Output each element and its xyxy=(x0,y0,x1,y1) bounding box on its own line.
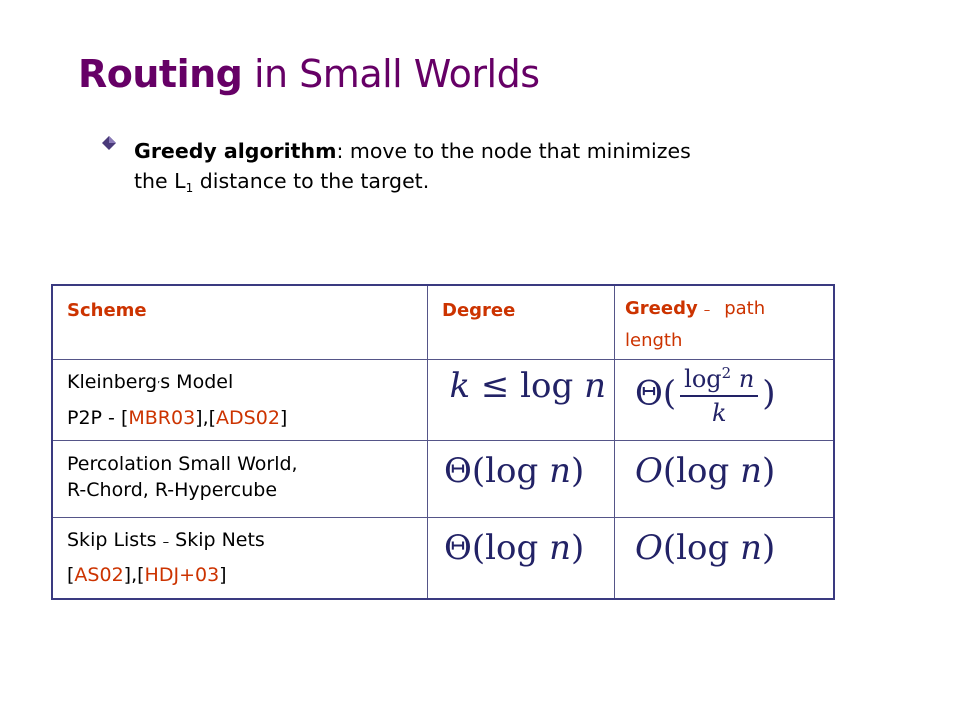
paren-close: ) xyxy=(570,527,585,568)
scheme-name: Skip Lists xyxy=(67,528,163,551)
degree-formula xyxy=(428,518,614,568)
table-header-row xyxy=(52,285,834,359)
bullet-text-after: distance to the target. xyxy=(193,169,430,193)
path-formula xyxy=(615,441,833,491)
fraction-denominator: k xyxy=(711,398,727,427)
var-n: n xyxy=(549,527,571,568)
header-cell-scheme xyxy=(52,285,428,359)
routing-table xyxy=(51,284,835,600)
fraction-numerator xyxy=(680,364,758,397)
path-cell xyxy=(615,359,835,440)
slide-title xyxy=(78,52,540,96)
paren-close: ) xyxy=(570,450,585,491)
degree-cell xyxy=(428,359,615,440)
paren-close: ) xyxy=(762,373,776,413)
scheme-line2: R-Chord, R-Hypercube xyxy=(67,478,278,501)
table-row xyxy=(52,517,834,599)
var-n: n xyxy=(738,364,755,393)
header-path xyxy=(615,286,833,356)
le-log: ≤ log xyxy=(470,365,585,406)
header-greedy: Greedy xyxy=(625,298,698,319)
title-bold: Routing xyxy=(78,52,243,96)
refs-prefix: [ xyxy=(67,563,75,586)
title-rest: in Small Worlds xyxy=(242,52,540,96)
header-degree: Degree xyxy=(442,300,516,321)
refs-sep: ],[ xyxy=(195,406,217,429)
theta-log: Θ(log xyxy=(444,450,550,491)
log: log xyxy=(684,364,722,393)
reference-link: ADS02 xyxy=(216,406,280,429)
scheme-text xyxy=(53,518,427,591)
big-o: O xyxy=(635,450,663,491)
bullet-term: Greedy algorithm xyxy=(134,139,337,163)
header-cell-path xyxy=(615,285,835,359)
theta-open: Θ( xyxy=(635,373,677,413)
paren-close: ) xyxy=(761,450,776,491)
table-row xyxy=(52,440,834,517)
header-path-length: path length xyxy=(625,298,766,351)
scheme-line2 xyxy=(67,402,427,434)
scheme-line1: Percolation Small World, xyxy=(67,452,298,475)
scheme-name-rest: Skip Nets xyxy=(169,528,265,551)
degree-formula xyxy=(428,441,614,491)
scheme-cell xyxy=(52,440,428,517)
bullet-text xyxy=(134,136,694,203)
var-k: k xyxy=(449,365,471,406)
refs-suffix: ] xyxy=(219,563,227,586)
diamond-bullet-icon xyxy=(102,136,116,150)
path-formula xyxy=(615,360,833,427)
scheme-text xyxy=(53,360,427,434)
scheme-text xyxy=(53,441,427,503)
dash: – xyxy=(162,534,170,550)
header-dash: – xyxy=(703,303,711,318)
path-formula xyxy=(615,518,833,568)
path-cell xyxy=(615,517,835,599)
scheme-name-rest: s Model xyxy=(160,370,234,393)
theta-log: Θ(log xyxy=(444,527,550,568)
log-open: (log xyxy=(662,527,741,568)
var-n: n xyxy=(584,365,606,406)
reference-link: HDJ+03 xyxy=(144,563,220,586)
degree-formula xyxy=(428,360,614,406)
scheme-name: Kleinberg xyxy=(67,370,158,393)
refs-suffix: ] xyxy=(279,406,288,429)
reference-link: MBR03 xyxy=(128,406,196,429)
refs-sep: ],[ xyxy=(123,563,145,586)
scheme-cell xyxy=(52,517,428,599)
bullet-text-before: : move to the node that minimizes the L xyxy=(134,139,691,193)
var-n: n xyxy=(549,450,571,491)
var-n: n xyxy=(740,450,762,491)
scheme-line2 xyxy=(67,559,427,591)
scheme-line1 xyxy=(67,366,427,402)
header-cell-degree xyxy=(428,285,615,359)
degree-cell xyxy=(428,517,615,599)
degree-cell xyxy=(428,440,615,517)
var-n: n xyxy=(740,527,762,568)
apostrophe: ’ xyxy=(157,379,161,391)
paren-close: ) xyxy=(761,527,776,568)
log-open: (log xyxy=(662,450,741,491)
table-row xyxy=(52,359,834,440)
bullet-subscript: 1 xyxy=(185,181,194,195)
header-scheme: Scheme xyxy=(67,300,147,321)
big-o: O xyxy=(635,527,663,568)
reference-link: AS02 xyxy=(74,563,124,586)
fraction xyxy=(680,364,758,427)
scheme-line1 xyxy=(67,524,427,559)
path-cell xyxy=(615,440,835,517)
refs-prefix: P2P - [ xyxy=(67,406,129,429)
scheme-cell xyxy=(52,359,428,440)
exponent: 2 xyxy=(721,363,732,382)
